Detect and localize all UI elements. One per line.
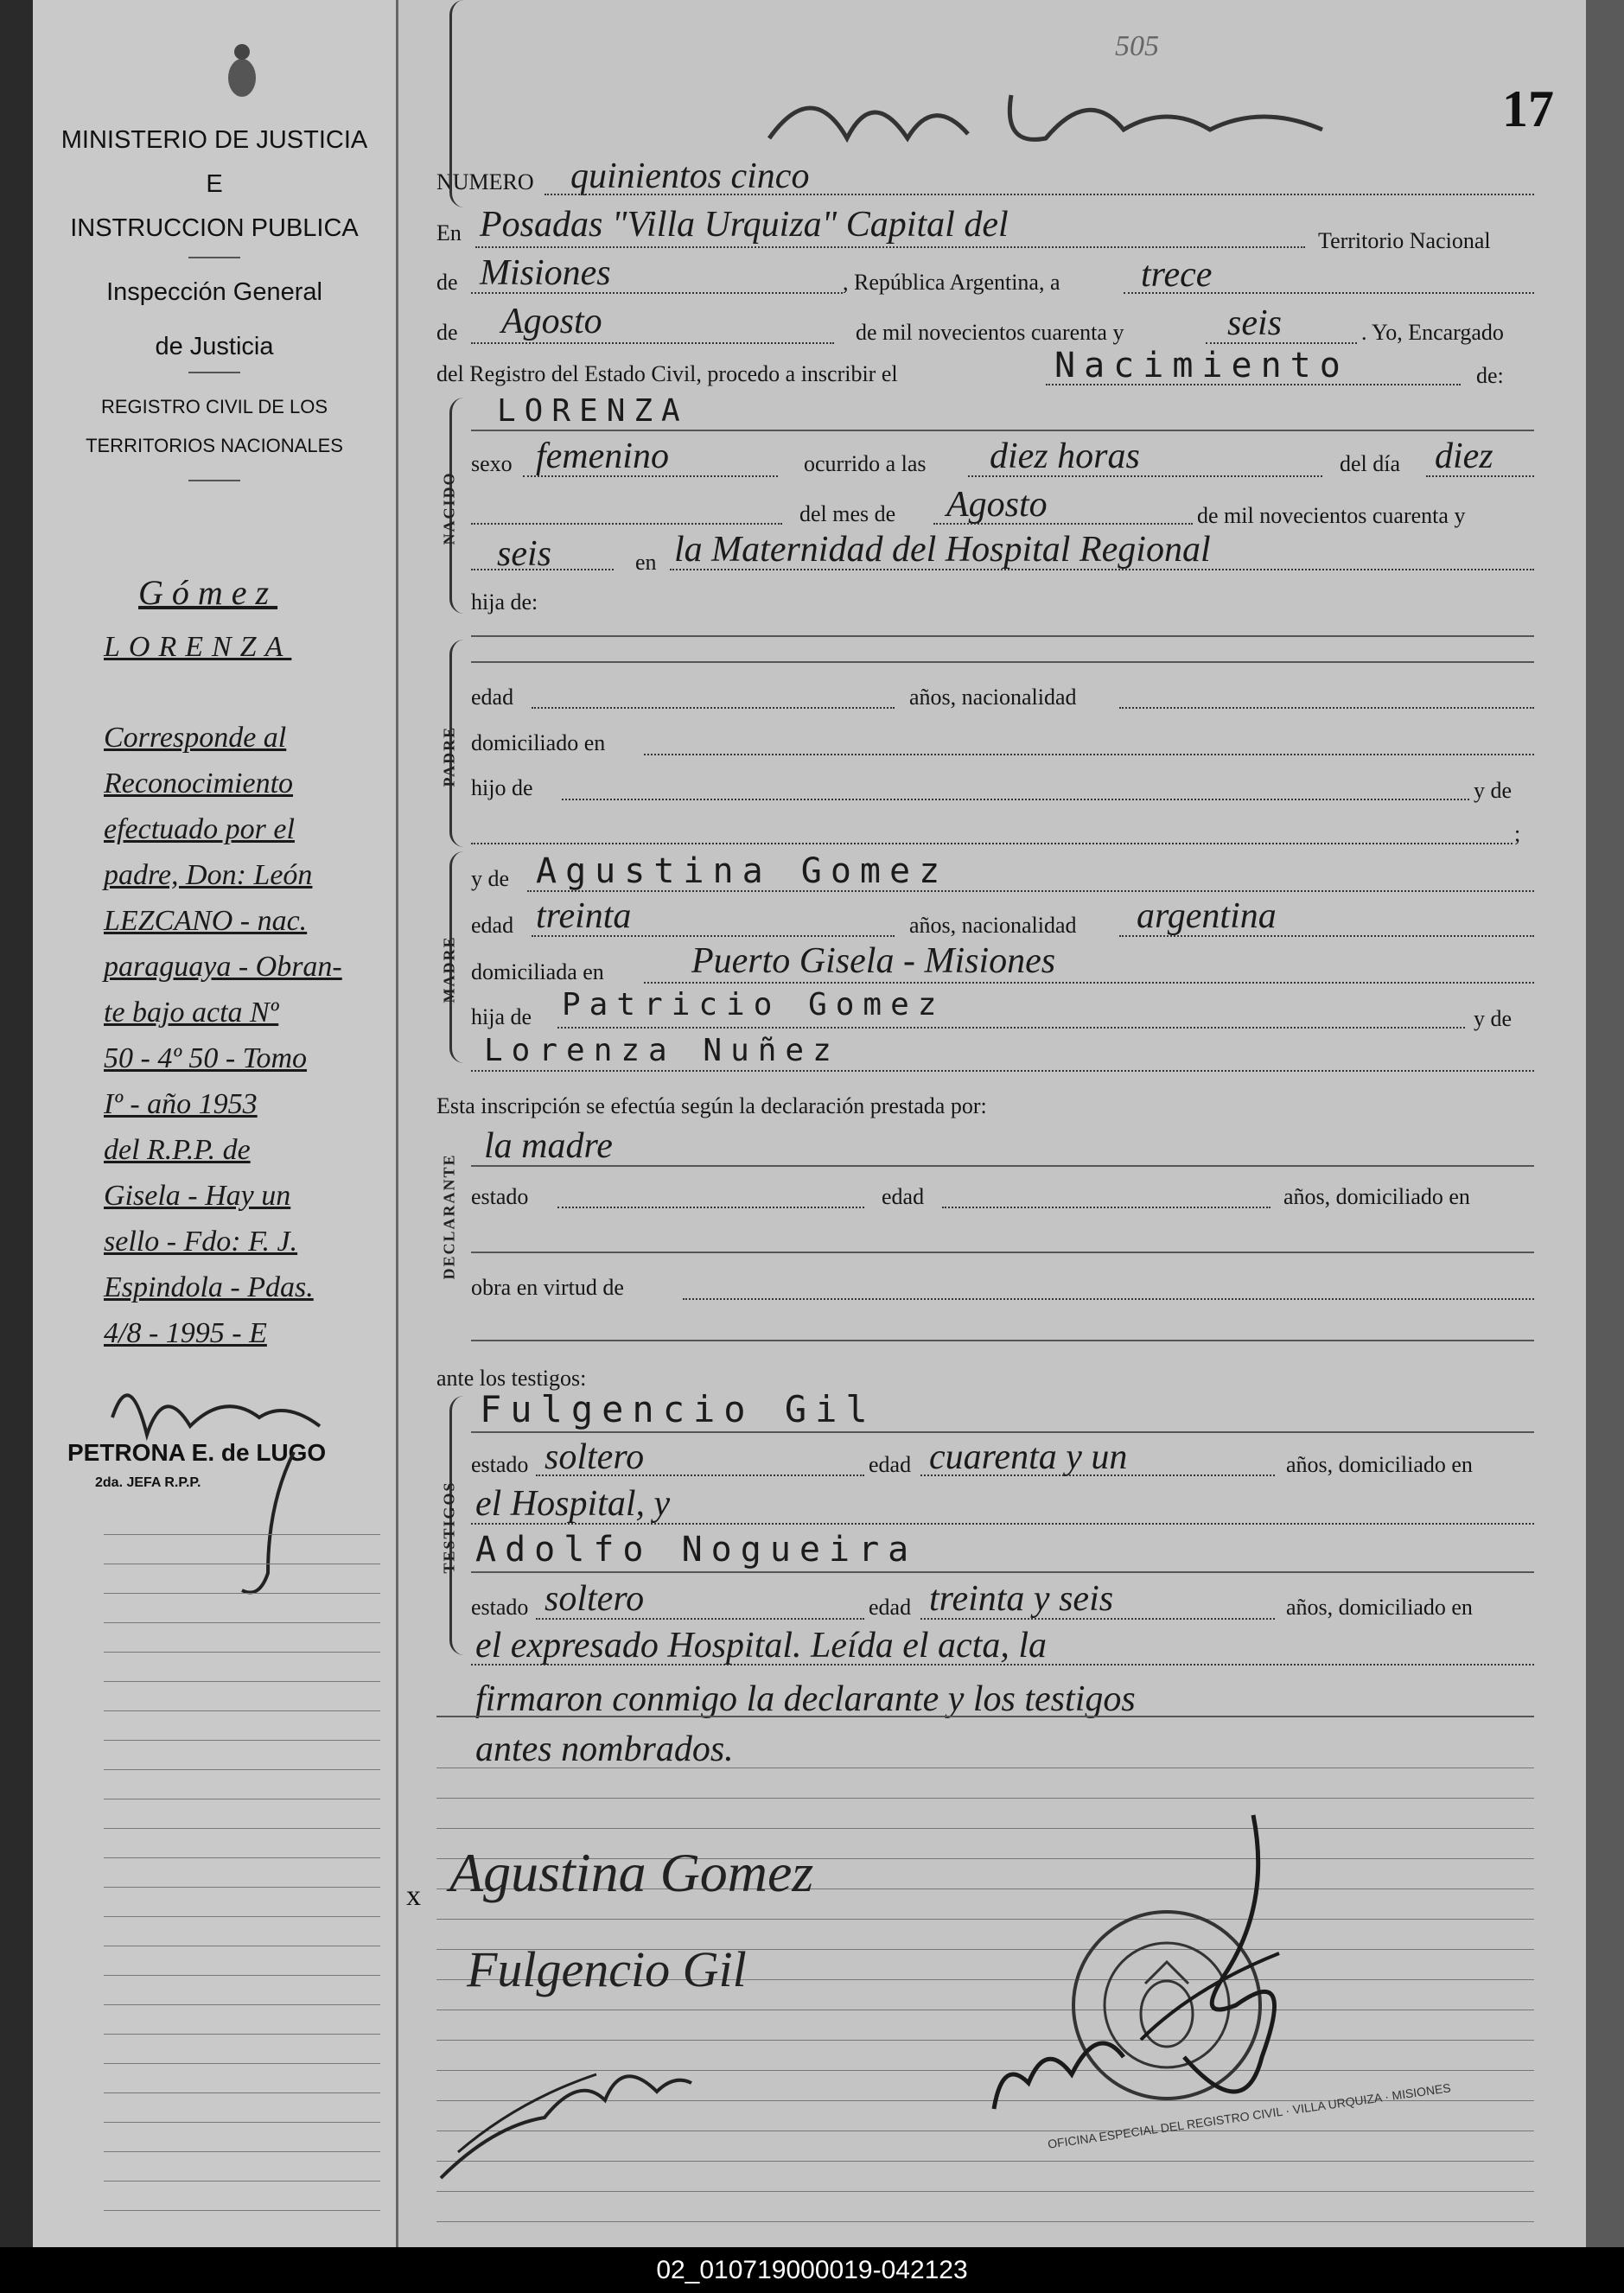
margin-rule	[104, 1652, 380, 1653]
closing-line-2: firmaron conmigo la declarante y los testigos	[475, 1679, 1136, 1719]
margin-note-line: 4/8 - 1995 - E	[104, 1317, 267, 1349]
rule	[557, 1207, 864, 1208]
margin-rule	[104, 2092, 380, 2093]
dia-value: diez	[1435, 436, 1493, 476]
margin-rule	[104, 1769, 380, 1770]
closing-line-3: antes nombrados.	[475, 1729, 734, 1769]
testigos-intro: ante los testigos:	[436, 1366, 587, 1391]
estado-label: estado	[471, 1595, 529, 1620]
de-label: de	[436, 320, 458, 345]
mil-label: de mil novecientos cuarenta y	[1197, 503, 1466, 528]
edad-label: edad	[882, 1184, 925, 1209]
margin-note-line: Reconocimiento	[104, 768, 294, 799]
domicilio-label: años, domiciliado en	[1286, 1452, 1473, 1477]
ministry-ampersand: E	[206, 170, 223, 198]
witness1-domicilio-value: el Hospital, y	[475, 1484, 671, 1524]
year-value: seis	[1227, 303, 1282, 343]
margin-rule	[104, 1740, 380, 1741]
registro-label: del Registro del Estado Civil, procedo a inscribir el	[436, 361, 898, 386]
de-label: de:	[1476, 363, 1504, 388]
edad-label: edad	[471, 913, 514, 938]
rule	[471, 342, 834, 344]
witness2-edad-value: treinta y seis	[929, 1579, 1114, 1619]
mes-label: del mes de	[799, 501, 896, 526]
republica-label: , República Argentina, a	[843, 270, 1060, 295]
rule	[1426, 475, 1534, 477]
section-brace	[449, 0, 464, 207]
coat-of-arms-icon	[220, 41, 264, 102]
ministry-title: MINISTERIO DE JUSTICIA	[61, 126, 368, 154]
child-name-value: LORENZA	[497, 393, 689, 429]
en-label: en	[635, 550, 657, 575]
rule	[471, 1340, 1534, 1341]
margin-note-line: del R.P.P. de	[104, 1134, 251, 1166]
margin-note-line: 50 - 4º 50 - Tomo	[104, 1042, 308, 1074]
margin-rule	[104, 1975, 380, 1976]
registry-label-1: REGISTRO CIVIL DE LOS	[100, 396, 328, 417]
witness2-name-value: Adolfo Nogueira	[475, 1530, 918, 1570]
rule	[471, 1431, 1534, 1433]
rule	[471, 1252, 1534, 1253]
anio-value: seis	[497, 534, 551, 574]
pencil-number: 505	[1115, 30, 1159, 62]
ministry-subtitle: INSTRUCCION PUBLICA	[70, 214, 359, 242]
declaracion-intro: Esta inscripción se efectúa según la declaración prestada por:	[436, 1093, 987, 1118]
padre-side-label: PADRE	[440, 725, 458, 787]
yde-label: y de	[471, 866, 510, 891]
registrar-signature	[968, 1798, 1357, 2161]
mil-label: de mil novecientos cuarenta y	[856, 320, 1124, 345]
margin-note-line: Iº - año 1953	[104, 1088, 258, 1120]
domicilio-label: domiciliada en	[471, 959, 604, 984]
rule	[471, 569, 614, 570]
sexo-value: femenino	[536, 436, 669, 476]
territory-value: Misiones	[480, 253, 611, 293]
margin-note-line: Gisela - Hay un	[104, 1180, 291, 1212]
domicilio-label: años, domiciliado en	[1286, 1595, 1473, 1620]
justice-label: de Justicia	[155, 333, 274, 360]
yde-label: y de	[1474, 778, 1513, 803]
hora-value: diez horas	[990, 436, 1140, 476]
estado-label: estado	[471, 1452, 529, 1477]
witness2-estado-value: soltero	[545, 1579, 645, 1619]
rule	[532, 707, 895, 709]
margin-rule	[104, 2122, 380, 2123]
margin-rule	[104, 1887, 380, 1888]
volume-scribble	[761, 69, 1366, 164]
obra-label: obra en virtud de	[471, 1275, 624, 1300]
rule	[545, 194, 1534, 195]
registry-label-2: TERRITORIOS NACIONALES	[86, 435, 343, 456]
hija-label: hija de	[471, 1004, 532, 1029]
nacido-side-label: NACIDO	[440, 471, 458, 545]
de-label: de	[436, 270, 458, 295]
territorio-label: Territorio Nacional	[1318, 228, 1491, 253]
nacionalidad-label: años, nacionalidad	[909, 913, 1077, 938]
witness2-signature	[424, 2022, 709, 2195]
margin-rule	[104, 2004, 380, 2005]
divider	[188, 257, 240, 258]
rule	[471, 1523, 1534, 1525]
edad-value: treinta	[536, 896, 632, 936]
rule	[471, 1070, 1534, 1072]
margin-note-line: LEZCANO - nac.	[104, 905, 308, 937]
edad-label: edad	[471, 685, 514, 710]
page-edge	[1586, 0, 1624, 2247]
rule	[532, 935, 895, 937]
declarante-value: la madre	[484, 1126, 613, 1166]
en-label: En	[436, 220, 462, 245]
rule	[471, 843, 1513, 844]
hijo-label: hijo de	[471, 775, 533, 800]
rule	[475, 246, 1305, 248]
domicilio-value: Puerto Gisela - Misiones	[691, 941, 1056, 981]
margin-note-line: padre, Don: León	[104, 859, 313, 891]
rule	[920, 1475, 1275, 1476]
margin-signature	[95, 1366, 354, 1608]
nacionalidad-label: años, nacionalidad	[909, 685, 1077, 710]
divider	[188, 372, 240, 373]
margin-rule	[104, 2063, 380, 2064]
margin-rule	[104, 1916, 380, 1917]
rule	[1124, 292, 1534, 294]
rule	[471, 292, 843, 294]
estado-label: estado	[471, 1184, 529, 1209]
rule	[536, 1475, 864, 1476]
place-value: Posadas "Villa Urquiza" Capital del	[480, 205, 1009, 245]
seal-legend: OFICINA ESPECIAL DEL REGISTRO CIVIL · VILLA URQUIZA · MISIONES	[1047, 2080, 1452, 2151]
nacionalidad-value: argentina	[1137, 896, 1277, 936]
margin-rule	[104, 1534, 380, 1535]
registrar-title-stamp: 2da. JEFA R.P.P.	[95, 1475, 201, 1490]
margin-rule	[104, 2034, 380, 2035]
divider	[188, 480, 240, 481]
rule	[523, 475, 778, 477]
domicilio-label: años, domiciliado en	[1283, 1184, 1470, 1209]
margin-rule	[104, 1710, 380, 1711]
hija-label: hija de:	[471, 589, 538, 615]
edad-label: edad	[869, 1452, 912, 1477]
margin-rule	[104, 1681, 380, 1682]
rule	[920, 1618, 1275, 1620]
yo-label: . Yo, Encargado	[1361, 320, 1504, 345]
madre-side-label: MADRE	[440, 935, 458, 1003]
numero-label: NUMERO	[436, 169, 534, 194]
rule	[1206, 342, 1357, 344]
margin-rule	[104, 2151, 380, 2152]
rule	[471, 635, 1534, 637]
rule	[436, 1716, 1534, 1717]
rule	[670, 569, 1534, 570]
rule	[471, 1571, 1534, 1573]
rule	[527, 890, 1534, 892]
rule	[644, 982, 1534, 984]
rule	[471, 661, 1534, 663]
registrar-stamp: PETRONA E. de LUGO	[67, 1439, 327, 1466]
mother-name-value: Agustina Gomez	[536, 851, 949, 891]
margin-note-line: efectuado por el	[104, 813, 295, 845]
footer-id: 02_010719000019-042123	[0, 2247, 1624, 2293]
sexo-label: sexo	[471, 451, 513, 476]
rule	[644, 754, 1534, 755]
dia-label: del día	[1340, 451, 1401, 476]
rule	[471, 430, 1534, 431]
rule	[536, 1618, 864, 1620]
witness1-signature: Fulgencio Gil	[467, 1941, 747, 1997]
margin-rule	[104, 1828, 380, 1829]
edad-label: edad	[869, 1595, 912, 1620]
signature-mark: x	[406, 1880, 421, 1912]
act-type-value: Nacimiento	[1054, 346, 1349, 385]
lugar-value: la Maternidad del Hospital Regional	[674, 530, 1211, 570]
rule	[471, 1664, 1534, 1666]
domicilio-label: domiciliado en	[471, 730, 606, 755]
rule	[1046, 384, 1461, 385]
margin-rule	[104, 2210, 380, 2211]
margin-rule	[104, 1622, 380, 1623]
witness1-name-value: Fulgencio Gil	[480, 1388, 876, 1430]
margin-note-line: Corresponde al	[104, 722, 287, 754]
rule	[471, 523, 782, 525]
margin-rule	[104, 1593, 380, 1594]
book-spine	[0, 0, 33, 2247]
rule	[562, 799, 1469, 800]
rule	[933, 523, 1193, 525]
margin-rule	[104, 2181, 380, 2182]
rule	[557, 1027, 1465, 1029]
declarante-side-label: DECLARANTE	[440, 1153, 458, 1280]
maternal-grandmother-value: Lorenza Nuñez	[484, 1033, 840, 1068]
margin-note-line: sello - Fdo: F. J.	[104, 1226, 298, 1258]
rule	[683, 1298, 1534, 1300]
yde-label: y de	[1474, 1006, 1513, 1031]
rule	[968, 475, 1322, 477]
semicolon: ;	[1514, 821, 1521, 846]
margin-surname: Gómez	[138, 573, 278, 612]
day-value: trece	[1141, 255, 1213, 295]
mes-value: Agosto	[946, 485, 1048, 525]
maternal-grandfather-value: Patricio Gomez	[562, 987, 946, 1022]
signature-rule	[436, 2221, 1534, 2222]
margin-note-line: te bajo acta Nº	[104, 997, 279, 1029]
mother-signature: Agustina Gomez	[449, 1842, 814, 1903]
margin-note-line: paraguaya - Obran-	[104, 951, 342, 983]
margin-rule	[104, 1857, 380, 1858]
witness1-edad-value: cuarenta y un	[929, 1437, 1128, 1477]
rule	[1119, 707, 1534, 709]
margin-note-line: Espindola - Pdas.	[104, 1271, 314, 1303]
testigos-side-label: TESTIGOS	[440, 1481, 458, 1574]
month-value: Agosto	[501, 302, 602, 341]
numero-value: quinientos cinco	[570, 156, 810, 196]
closing-line-1: el expresado Hospital. Leída el acta, la	[475, 1626, 1048, 1666]
inspection-label: Inspección General	[106, 278, 322, 306]
rule	[471, 1165, 1534, 1167]
rule	[942, 1207, 1271, 1208]
witness1-estado-value: soltero	[545, 1437, 645, 1477]
rule	[1119, 935, 1534, 937]
ocurrido-label: ocurrido a las	[804, 451, 927, 476]
page-number: 17	[1502, 80, 1554, 137]
margin-given-name: LORENZA	[104, 631, 292, 663]
